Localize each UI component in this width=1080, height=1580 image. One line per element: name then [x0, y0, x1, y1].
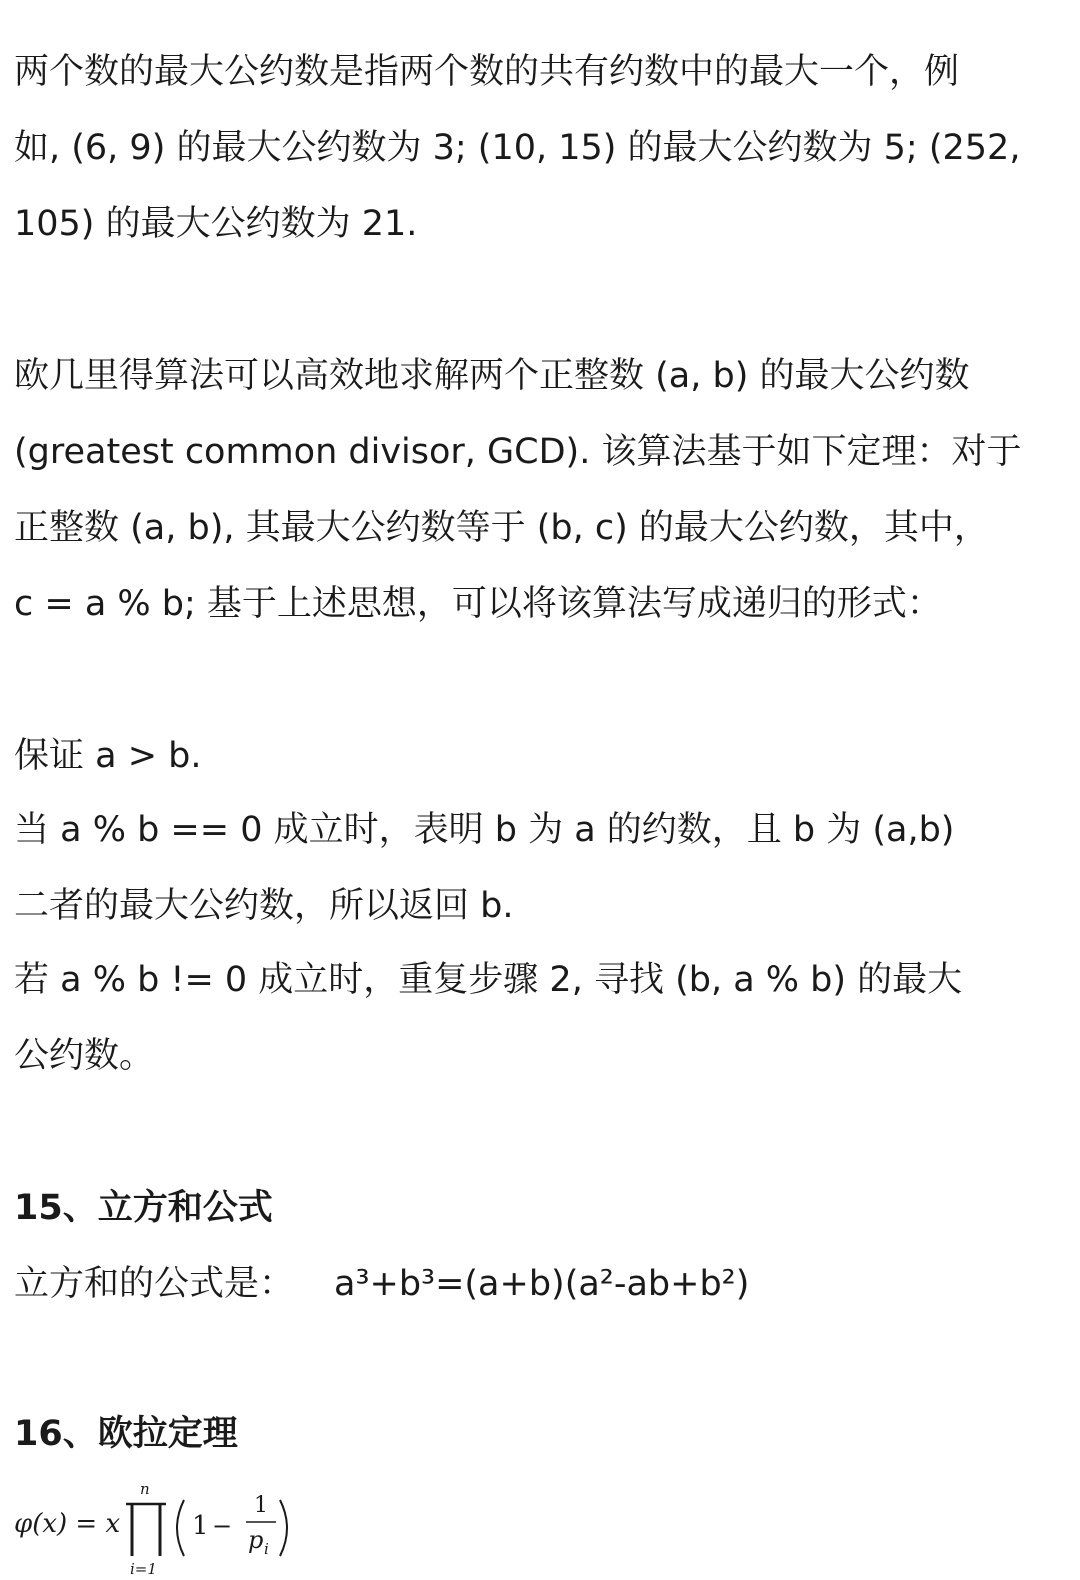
paragraph1-line-3: 105) 的最大公约数为 21. — [14, 204, 418, 244]
step-line-4: 若 a % b != 0 成立时，重复步骤 2, 寻找 (b, a % b) 的最大 — [14, 960, 963, 1000]
right-paren — [280, 1500, 287, 1556]
left-paren — [177, 1500, 184, 1556]
paragraph2-line-4: c = a % b; 基于上述思想，可以将该算法写成递归的形式： — [14, 584, 942, 624]
section15-formula-line — [14, 1262, 749, 1306]
product-upper-limit: n — [140, 1480, 150, 1498]
euler-minus: − — [212, 1512, 233, 1540]
paragraph2-line-3: 正整数 (a, b), 其最大公约数等于 (b, c) 的最大公约数，其中， — [14, 508, 989, 548]
product-lower-limit: i=1 — [130, 1560, 157, 1576]
euler-lhs: φ(x) = x — [14, 1509, 121, 1539]
paragraph2-line-2: (greatest common divisor, GCD). 该算法基于如下定理：对于 — [14, 432, 1022, 472]
section15-label: 立方和的公式是： — [14, 1264, 295, 1304]
section15-title: 15、立方和公式 — [14, 1188, 273, 1228]
fraction-denominator-subscript: i — [264, 1540, 269, 1558]
euler-formula — [14, 1478, 314, 1576]
paragraph1-line-1: 两个数的最大公约数是指两个数的共有约数中的最大一个，例 — [14, 52, 960, 92]
step-line-1: 保证 a > b. — [14, 736, 202, 776]
fraction-numerator: 1 — [254, 1493, 268, 1518]
paragraph2-line-1: 欧几里得算法可以高效地求解两个正整数 (a, b) 的最大公约数 — [14, 356, 970, 396]
step-line-3: 二者的最大公约数，所以返回 b. — [14, 886, 514, 926]
fraction-denominator: p — [248, 1526, 264, 1554]
product-symbol — [126, 1504, 166, 1556]
cube-sum-formula: a³+b³=(a+b)(a²-ab+b²) — [334, 1264, 750, 1304]
section16-title: 16、欧拉定理 — [14, 1414, 238, 1454]
step-line-5: 公约数。 — [14, 1036, 155, 1076]
step-line-2: 当 a % b == 0 成立时，表明 b 为 a 的约数，且 b 为 (a,b) — [14, 810, 955, 850]
euler-one: 1 — [192, 1511, 209, 1541]
paragraph1-line-2: 如, (6, 9) 的最大公约数为 3; (10, 15) 的最大公约数为 5; (252, — [14, 128, 1021, 168]
